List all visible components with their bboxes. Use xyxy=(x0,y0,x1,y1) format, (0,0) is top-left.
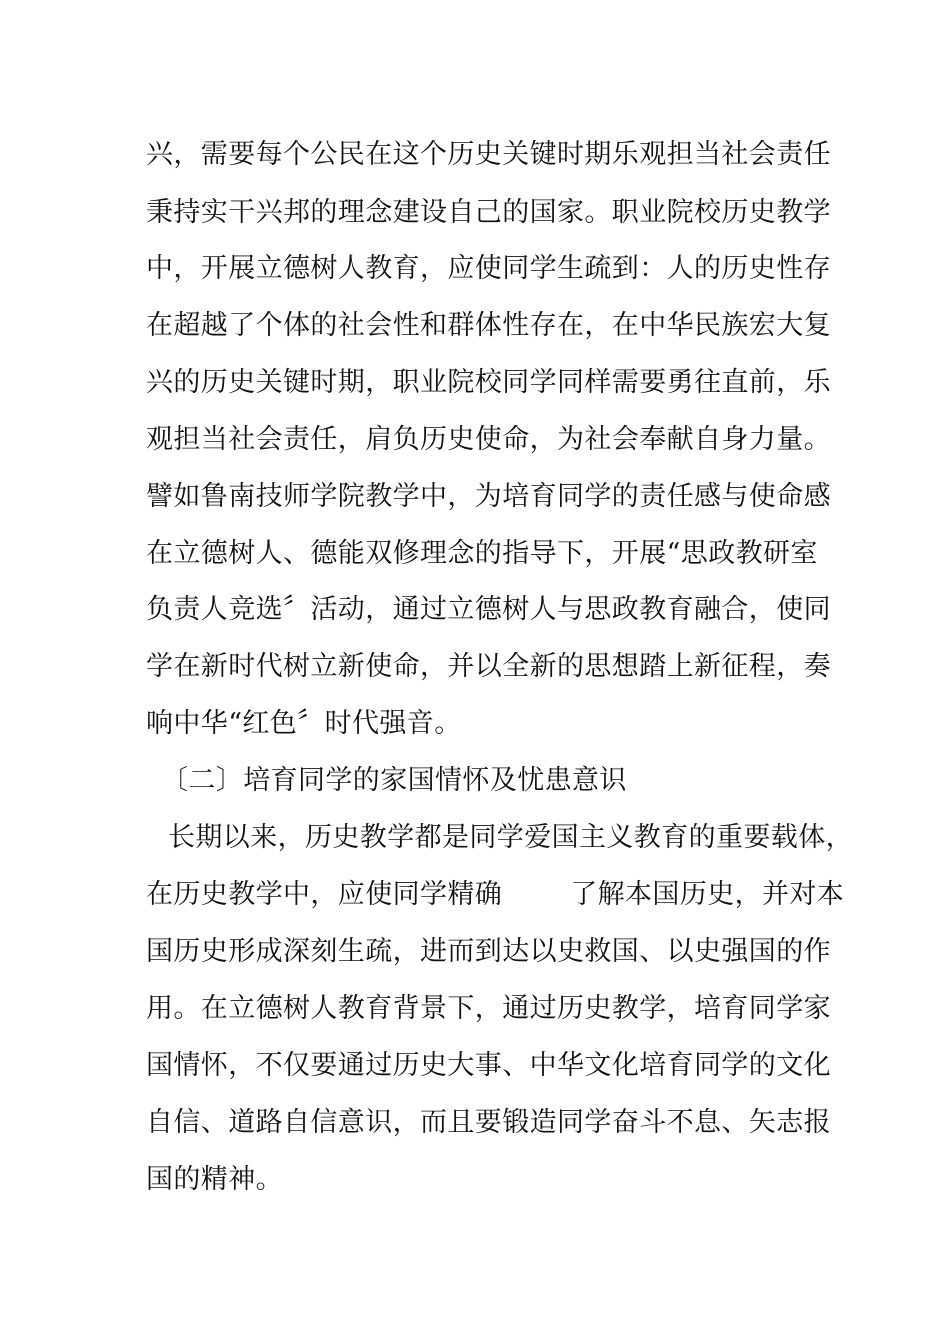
text-line-10: 学在新时代树立新使命，并以全新的思想踏上新征程，奏 xyxy=(146,651,831,682)
text-line-4: 在超越了个体的社会性和群体性存在，在中华民族宏大复 xyxy=(146,310,831,341)
paragraph2-line-4: 用。在立德树人教育背景下，通过历史教学，培育同学家 xyxy=(146,993,831,1024)
paragraph2-line-6: 自信、道路自信意识，而且要锻造同学奋斗不息、矢志报 xyxy=(146,1107,831,1138)
paragraph2-line-2b: 了解本国历史，并对本 xyxy=(570,879,845,910)
paragraph2-line-3: 国历史形成深刻生疏，进而到达以史救国、以史强国的作 xyxy=(146,936,831,967)
paragraph2-line-1: 长期以来，历史教学都是同学爱国主义教育的重要载体， xyxy=(168,822,853,853)
section-heading: 〔二〕培育同学的家国情怀及忧患意识 xyxy=(161,765,627,796)
paragraph2-line-2 xyxy=(146,875,845,915)
text-line-9: 负责人竞选〞活动，通过立德树人与思政教育融合，使同 xyxy=(146,594,831,625)
text-line-11: 响中华“红色〞时代强音。 xyxy=(146,708,462,739)
text-line-8: 在立德树人、德能双修理念的指导下，开展“思政教研室 xyxy=(146,538,818,569)
text-line-6: 观担当社会责任，肩负历史使命，为社会奉献自身力量。 xyxy=(146,424,831,455)
text-line-2: 秉持实干兴邦的理念建设自己的国家。职业院校历史教学 xyxy=(146,197,831,228)
text-line-5: 兴的历史关键时期，职业院校同学同样需要勇往直前，乐 xyxy=(146,367,831,398)
paragraph2-line-2a: 在历史教学中，应使同学精确 xyxy=(146,879,503,910)
paragraph2-line-7: 国的精神。 xyxy=(146,1164,283,1195)
paragraph2-line-5: 国情怀，不仅要通过历史大事、中华文化培育同学的文化 xyxy=(146,1050,831,1081)
text-line-7: 譬如鲁南技师学院教学中，为培育同学的责任感与使命感 xyxy=(146,481,831,512)
text-line-3: 中，开展立德树人教育，应使同学生疏到：人的历史性存 xyxy=(146,253,831,284)
text-line-1: 兴，需要每个公民在这个历史关键时期乐观担当社会责任 xyxy=(146,139,831,170)
